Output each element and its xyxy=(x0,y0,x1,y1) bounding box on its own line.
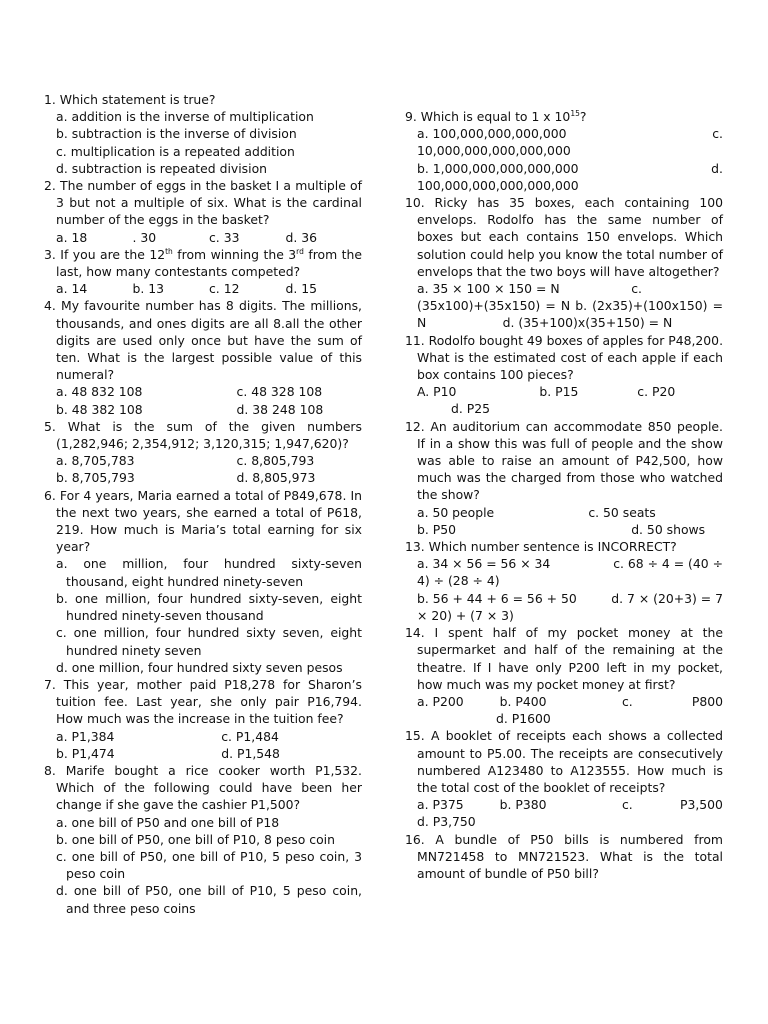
options-row xyxy=(56,401,362,418)
options-row xyxy=(56,383,362,400)
option-a: a. 18 xyxy=(56,229,88,245)
options-row xyxy=(417,297,723,314)
option-c: c. one million, four hundred sixty seven, eight hundred ninety seven xyxy=(56,625,362,658)
options-row xyxy=(417,125,723,142)
superscript: th xyxy=(165,246,173,256)
question-15 xyxy=(405,727,723,830)
option-d: d. one bill of P50, one bill of P10, 5 peso coin, and three peso coins xyxy=(56,883,362,916)
question-7 xyxy=(44,676,362,762)
options-row xyxy=(56,280,362,297)
option-c: c. 68 ÷ 4 = (40 ÷ xyxy=(613,556,723,572)
question-text: 7. This year, mother paid P18,278 for Sharon’s tuition fee. Last year, she only pair P16,794. How much was the increase in the tuition fee? xyxy=(44,676,362,727)
options-row xyxy=(417,400,723,417)
question-6 xyxy=(44,487,362,676)
options-row xyxy=(56,452,362,469)
question-text: 13. Which number sentence is INCORRECT? xyxy=(405,539,677,555)
option-d-value: 100,000,000,000,000,000 xyxy=(417,177,579,193)
question-4 xyxy=(44,297,362,417)
question-1 xyxy=(44,91,362,177)
option-c: c. one bill of P50, one bill of P10, 5 peso coin, 3 peso coin xyxy=(56,848,362,882)
option-a: a. 100,000,000,000,000 xyxy=(417,126,567,142)
option-c: c. 8,805,793 xyxy=(236,453,315,469)
question-text: 8. Marife bought a rice cooker worth P1,532. Which of the following could have been her change if she gave the cashier P1,500? xyxy=(44,762,362,813)
option-c: c. 12 xyxy=(209,281,240,297)
question-12 xyxy=(405,418,723,538)
question-text: 14. I spent half of my pocket money at the supermarket and half of the remaining at the theatre. If I have only P200 left in my pocket, how much was my pocket money at first? xyxy=(405,625,723,692)
option-c-label: c. xyxy=(712,126,723,142)
option-b: b. one bill of P50, one bill of P10, 8 peso coin xyxy=(56,831,335,847)
option-a: a. 14 xyxy=(56,281,88,297)
option-d: d. 36 xyxy=(285,229,318,245)
option-c-value: P800 xyxy=(691,693,723,709)
option-b: b. P400 xyxy=(499,693,547,709)
option-c-value: P3,500 xyxy=(680,797,723,813)
option-c: c. 33 xyxy=(209,229,240,245)
options-row xyxy=(417,590,723,607)
question-10 xyxy=(405,194,723,332)
option-c-label: c. xyxy=(622,693,633,709)
options-row xyxy=(417,572,723,589)
options-row xyxy=(417,521,723,538)
option-d: d. 8,805,973 xyxy=(236,470,316,486)
option-a: a. 34 × 56 = 56 × 34 xyxy=(417,556,551,572)
question-text: 15. A booklet of receipts each shows a collected amount to P5.00. The receipts are consecutively numbered A123480 to A123555. How much is the total cost of the booklet of receipts? xyxy=(405,728,723,795)
options-row xyxy=(417,796,723,813)
question-text xyxy=(44,246,362,280)
question-2 xyxy=(44,177,362,246)
option-a: a. P1,384 xyxy=(56,728,115,744)
option-d: d. 50 shows xyxy=(631,521,706,537)
option-a: A. P10 xyxy=(417,384,457,400)
superscript: rd xyxy=(296,246,304,256)
option-c: c. P20 xyxy=(637,384,676,400)
options-row xyxy=(56,469,362,486)
option-a: a. 48 832 108 xyxy=(56,384,143,400)
option-b: b. 1,000,000,000,000,000 xyxy=(417,160,579,176)
question-text: 2. The number of eggs in the basket I a multiple of 3 but not a multiple of six. What is the cardinal number of the eggs in the basket? xyxy=(44,178,362,228)
option-c: c. 48 328 108 xyxy=(236,384,323,400)
question-16 xyxy=(405,831,723,883)
option-b: b. P15 xyxy=(539,384,579,400)
option-c: c. multiplication is a repeated addition xyxy=(56,143,295,159)
question-text: 10. Ricky has 35 boxes, each containing 100 envelops. Rodolfo has the same number of boxes but each contains 150 envelops. Which solution could help you know the total number of envelops that the two boys will have altogether? xyxy=(405,195,723,279)
option-c: c. P1,484 xyxy=(221,728,279,744)
option-b: b. 8,705,793 xyxy=(56,470,135,486)
option-a: a. 35 × 100 × 150 = N xyxy=(417,281,560,297)
options-row xyxy=(417,504,723,521)
option-c-label: c. xyxy=(631,281,642,297)
question-text: 16. A bundle of P50 bills is numbered from MN721458 to MN721523. What is the total amount of bundle of P50 bill? xyxy=(405,831,723,881)
option-b: b. 56 + 44 + 6 = 56 + 50 xyxy=(417,590,577,606)
option-b: b. P1,474 xyxy=(56,745,115,761)
options-row xyxy=(417,555,723,572)
option-a: a. addition is the inverse of multiplication xyxy=(56,109,314,125)
question-3 xyxy=(44,246,362,298)
text-part: 3. If you are the 12 xyxy=(44,246,166,262)
option-d: d. 7 × (20+3) = 7 xyxy=(611,590,723,606)
question-13 xyxy=(405,538,723,624)
options-row xyxy=(56,229,362,246)
option-b: b. P50 xyxy=(417,521,456,537)
option-b: b. 48 382 108 xyxy=(56,401,143,417)
option-d-label: d. xyxy=(711,160,723,176)
question-text: 5. What is the sum of the given numbers (1,282,946; 2,354,912; 3,120,315; 1,947,620)? xyxy=(44,418,362,452)
options-row xyxy=(56,745,362,762)
option-a: a. P375 xyxy=(417,797,464,813)
question-14 xyxy=(405,624,723,727)
option-d: d. 38 248 108 xyxy=(236,401,324,417)
options-row xyxy=(417,607,723,624)
option-d: d. P1600 xyxy=(496,711,551,727)
option-d: d. subtraction is repeated division xyxy=(56,160,268,176)
question-text xyxy=(405,108,723,125)
option-b: b. 13 xyxy=(132,281,165,297)
option-d: d. 15 xyxy=(285,281,318,297)
question-5 xyxy=(44,418,362,487)
text-part: ? xyxy=(579,109,587,124)
option-b: b. one million, four hundred sixty-seven, eight hundred ninety-seven thousand xyxy=(56,590,362,624)
text-part: from winning the 3 xyxy=(172,246,297,262)
question-text: 6. For 4 years, Maria earned a total of P849,678. In the next two years, she earned a total of P618, 219. How much is Maria’s total earning for six year? xyxy=(44,487,362,555)
question-9 xyxy=(405,108,723,194)
options-row xyxy=(417,160,723,177)
option-c-value: 10,000,000,000,000,000 xyxy=(417,143,571,159)
option-d: d. P25 xyxy=(451,401,490,417)
option-b: . 30 xyxy=(132,229,157,245)
option-a: a. P200 xyxy=(417,693,464,709)
question-8 xyxy=(44,762,362,917)
option-b: b. subtraction is the inverse of division xyxy=(56,126,297,142)
left-column xyxy=(44,91,362,917)
options-row xyxy=(417,177,723,194)
option-a: a. one bill of P50 and one bill of P18 xyxy=(56,814,280,830)
question-text: 11. Rodolfo bought 49 boxes of apples for P48,200. What is the estimated cost of each apple if each box contains 100 pieces? xyxy=(405,332,724,383)
superscript: 15 xyxy=(570,108,580,118)
option-d-cont: × 20) + (7 × 3) xyxy=(417,607,514,623)
question-11 xyxy=(405,332,723,418)
options-row xyxy=(56,728,362,745)
right-column xyxy=(405,91,723,882)
text-part: 9. Which is equal to 1 x 10 xyxy=(405,109,571,124)
option-c-label: c. xyxy=(622,797,633,813)
question-text: 12. An auditorium can accommodate 850 people. If in a show this was full of people and the show was able to raise an amount of P42,500, how much was the charged from those who watched the show? xyxy=(405,418,723,503)
question-text: 4. My favourite number has 8 digits. The millions, thousands, and ones digits are all 8.all the other digits are used only once but have the sum of ten. What is the largest possible value of this numeral? xyxy=(44,298,362,383)
options-row xyxy=(417,693,723,710)
question-text: 1. Which statement is true? xyxy=(44,92,216,107)
option-b: b. P380 xyxy=(499,797,547,813)
option-d: d. one million, four hundred sixty seven pesos xyxy=(56,659,343,675)
text-part: from the last, how many contestants competed? xyxy=(56,246,362,280)
option-a: a. 8,705,783 xyxy=(56,453,135,469)
options-row xyxy=(417,142,723,159)
option-c-b-line: (35x100)+(35x150) = N b. (2x35)+(100x150) = xyxy=(417,298,723,314)
option-c-cont: 4) ÷ (28 ÷ 4) xyxy=(417,573,500,589)
option-d: d. P1,548 xyxy=(221,745,280,761)
option-b-tail: N xyxy=(417,315,427,331)
option-a: a. one million, four hundred sixty-seven thousand, eight hundred ninety-seven xyxy=(56,556,362,589)
options-row xyxy=(417,813,723,830)
option-a: a. 50 people xyxy=(417,504,495,520)
options-row xyxy=(417,710,723,727)
option-c: c. 50 seats xyxy=(588,504,656,520)
option-d: d. (35+100)x(35+150) = N xyxy=(502,315,673,331)
options-row xyxy=(417,383,723,400)
options-row xyxy=(417,314,723,331)
option-d: d. P3,750 xyxy=(417,814,476,830)
options-row xyxy=(417,280,723,297)
